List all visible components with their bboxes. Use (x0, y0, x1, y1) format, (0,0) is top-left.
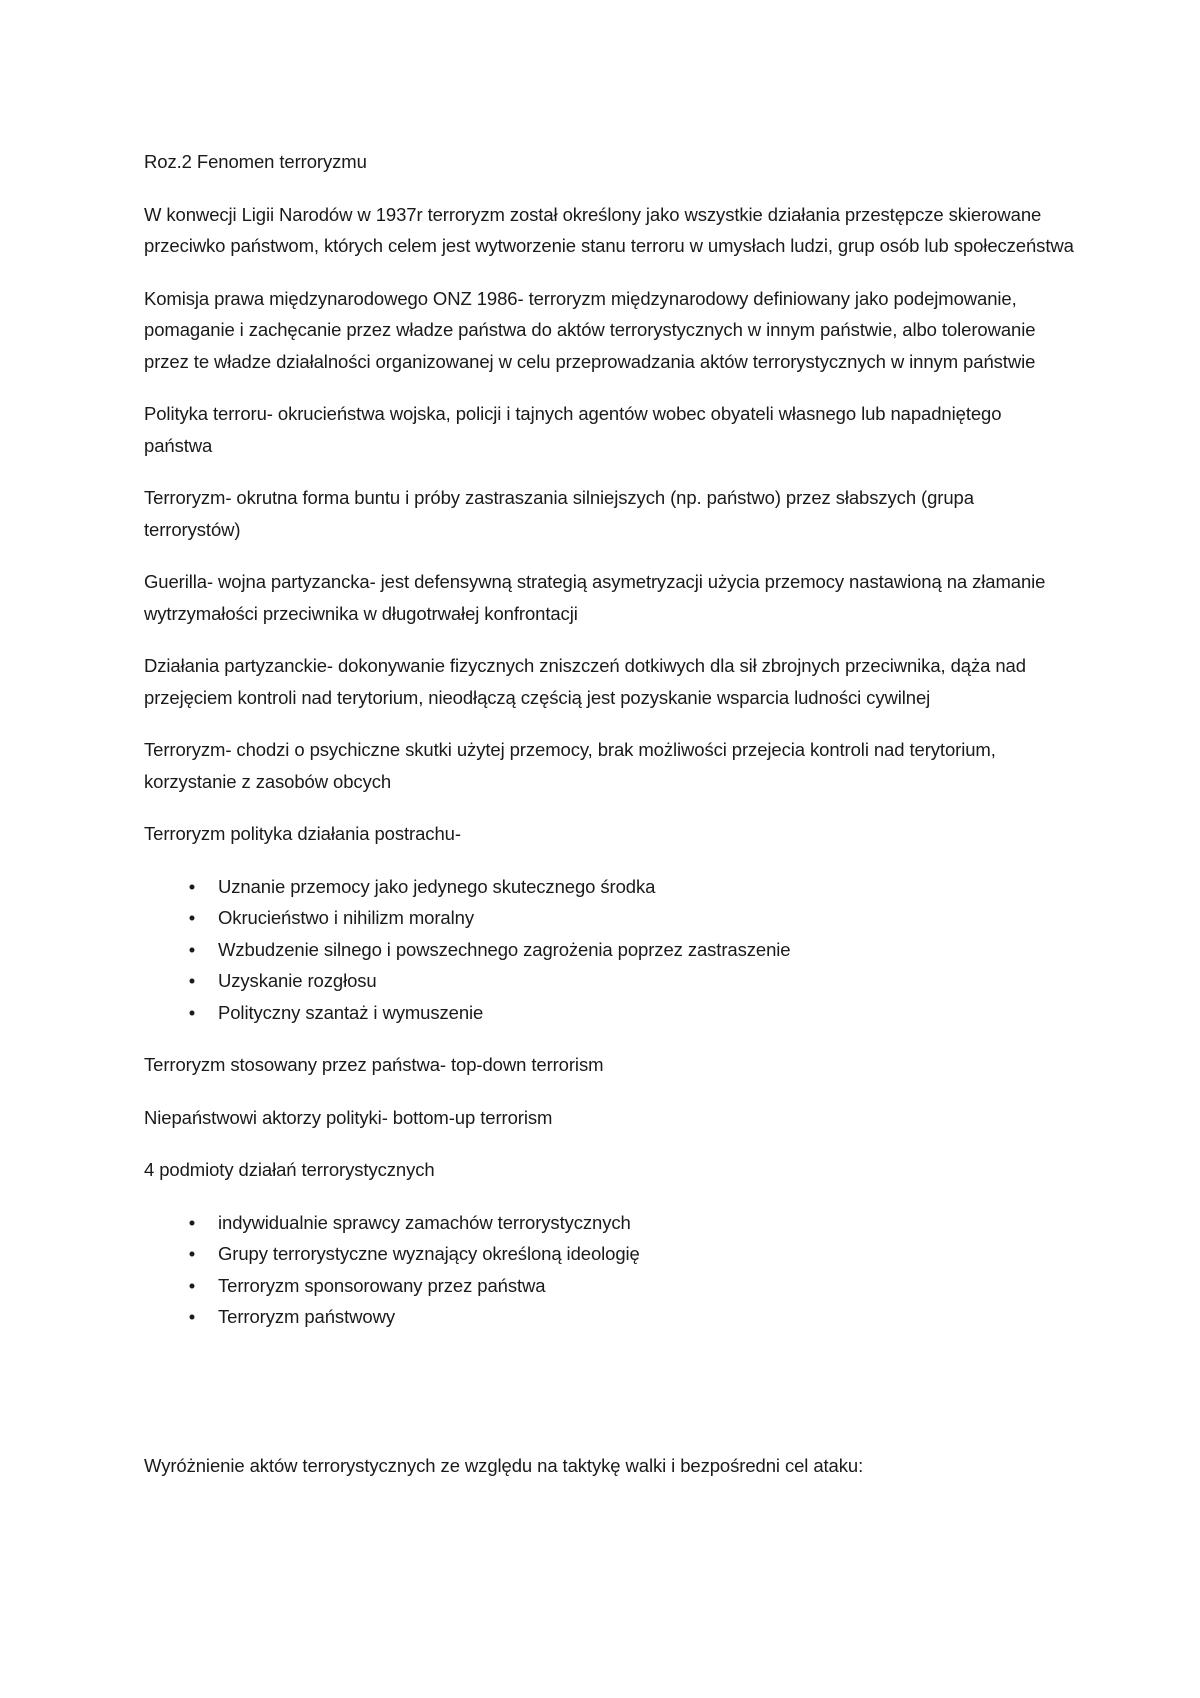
list-item (144, 902, 1074, 934)
bullet-icon: • (188, 1274, 196, 1296)
list-item-text: Grupy terrorystyczne wyznający określoną ideologię (218, 1243, 640, 1264)
paragraph-four-actors-intro: 4 podmioty działań terrorystycznych (144, 1159, 435, 1180)
list-item-text: Wzbudzenie silnego i powszechnego zagrożenia poprzez zastraszenie (218, 938, 791, 960)
list-item (144, 871, 1074, 903)
list-item-text: Polityczny szantaż i wymuszenie (218, 1001, 484, 1023)
bullet-icon: • (188, 1001, 196, 1023)
bullet-icon: • (188, 1243, 196, 1264)
list-item (144, 1301, 1074, 1333)
paragraph-bottom-up: Niepaństwowi aktorzy polityki- bottom-up terrorism (144, 1106, 553, 1128)
document-content (144, 146, 1074, 1502)
list-item-text: Okrucieństwo i nihilizm moralny (218, 907, 474, 928)
paragraph-league-of-nations: W konwecji Ligii Narodów w 1937r terroryzm został określony jako wszystkie działania przestępcze skierowane przeciwko państwom, których celem jest wytworzenie stanu terroru w umysłach ludzi, grup osób lub społeczeństwa (144, 203, 1074, 256)
blank-space (144, 1354, 1074, 1450)
bullet-icon: • (188, 1306, 196, 1327)
list-item (144, 1238, 1074, 1270)
paragraph-tactics-intro: Wyróżnienie aktów terrorystycznych ze względu na taktykę walki i bezpośredni cel ataku: (144, 1454, 864, 1476)
bullet-icon: • (188, 938, 196, 960)
list-item-text: indywidualnie sprawcy zamachów terrorystycznych (218, 1211, 631, 1233)
list-item-text: Terroryzm państwowy (218, 1306, 395, 1327)
bullet-list-terror-actors (144, 1207, 1074, 1333)
paragraph-un-commission: Komisja prawa międzynarodowego ONZ 1986- terroryzm międzynarodowy definiowany jako podejmowanie, pomaganie i zachęcanie przez władze państwa do aktów terrorystycznych w innym państwie, albo tolerowanie przez te władze działalności organizowanej w celu przeprowadzania aktów terrorystycznych w innym państwie (144, 287, 1036, 372)
list-item (144, 965, 1074, 997)
list-item (144, 1207, 1074, 1239)
list-item-text: Terroryzm sponsorowany przez państwa (218, 1274, 546, 1296)
paragraph-terror-policy-list-intro: Terroryzm polityka działania postrachu- (144, 823, 461, 844)
list-item (144, 934, 1074, 966)
list-item-text: Uznanie przemocy jako jedynego skutecznego środka (218, 875, 656, 897)
section-heading: Roz.2 Fenomen terroryzmu (144, 151, 367, 172)
bullet-icon: • (188, 1211, 196, 1233)
paragraph-top-down: Terroryzm stosowany przez państwa- top-down terrorism (144, 1054, 604, 1075)
bullet-icon: • (188, 875, 196, 897)
paragraph-terror-policy: Polityka terroru- okrucieństwa wojska, policji i tajnych agentów wobec obyateli własnego lub napadniętego państwa (144, 403, 1002, 456)
bullet-icon: • (188, 970, 196, 991)
list-item-text: Uzyskanie rozgłosu (218, 970, 377, 991)
bullet-list-terror-traits (144, 871, 1074, 1029)
list-item (144, 997, 1074, 1029)
paragraph-terrorism-definition: Terroryzm- okrutna forma buntu i próby zastraszania silniejszych (np. państwo) przez słabszych (grupa terrorystów) (144, 487, 974, 540)
paragraph-partisan-actions: Działania partyzanckie- dokonywanie fizycznych zniszczeń dotkiwych dla sił zbrojnych przeciwnika, dąża nad przejęciem kontroli nad terytorium, nieodłączą częścią jest pozyskanie wsparcia ludności cywilnej (144, 655, 1026, 708)
paragraph-terrorism-psychological: Terroryzm- chodzi o psychiczne skutki użytej przemocy, brak możliwości przejecia kontroli nad terytorium, korzystanie z zasobów obcych (144, 739, 996, 792)
paragraph-guerilla: Guerilla- wojna partyzancka- jest defensywną strategią asymetryzacji użycia przemocy nastawioną na złamanie wytrzymałości przeciwnika w długotrwałej konfrontacji (144, 571, 1046, 624)
bullet-icon: • (188, 907, 196, 928)
list-item (144, 1270, 1074, 1302)
